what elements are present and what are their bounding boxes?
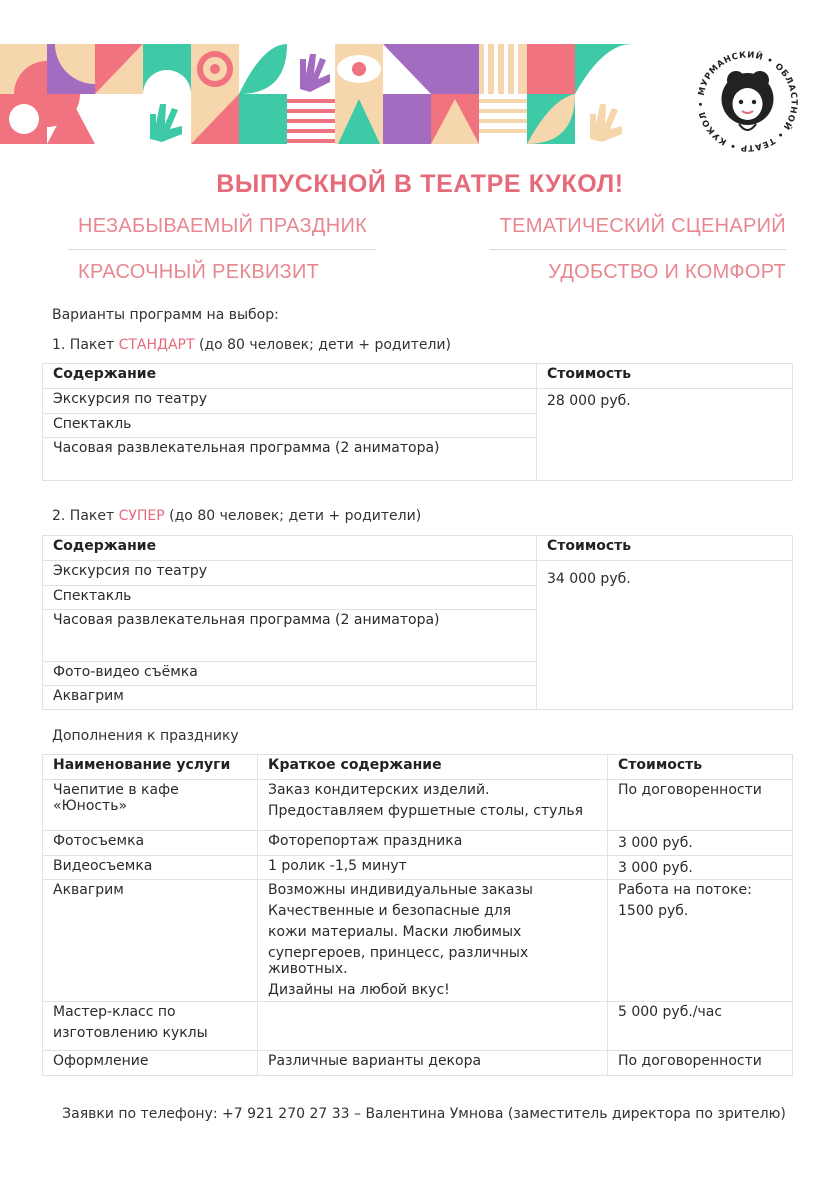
service-price: Работа на потоке: 1500 руб.	[608, 880, 793, 1002]
feature-divider-left	[68, 249, 376, 250]
extras-col-name: Наименование услуги	[43, 755, 258, 780]
package2-prefix: 2. Пакет	[52, 508, 119, 524]
package1-name: СТАНДАРТ	[118, 337, 195, 353]
feature-props: КРАСОЧНЫЙ РЕКВИЗИТ	[78, 261, 320, 283]
service-price: По договоренности	[608, 780, 793, 831]
extras-col-desc: Краткое содержание	[258, 755, 608, 780]
service-name: Фотосъемка	[43, 831, 258, 856]
service-desc: Фоторепортаж праздника	[258, 831, 608, 856]
package1-item: Часовая развлекательная программа (2 аниматора)	[43, 438, 537, 481]
extras-table	[42, 754, 793, 1076]
package1-price: 28 000 руб.	[537, 389, 793, 481]
table-row	[43, 780, 793, 831]
package2-name: СУПЕР	[118, 508, 165, 524]
package2-heading	[52, 508, 421, 524]
package1-heading	[52, 337, 451, 353]
package2-item: Спектакль	[43, 586, 537, 610]
service-name: Видеосъемка	[43, 856, 258, 880]
package2-suffix: (до 80 человек; дети + родители)	[164, 508, 422, 524]
service-price: 3 000 руб.	[608, 856, 793, 880]
table-row	[43, 880, 793, 1002]
package2-item: Экскурсия по театру	[43, 561, 537, 586]
package2-item: Фото-видео съёмка	[43, 662, 537, 686]
package1-col-content: Содержание	[43, 364, 537, 389]
package1-table	[42, 363, 793, 481]
feature-divider-right	[490, 249, 786, 250]
package1-suffix: (до 80 человек; дети + родители)	[194, 337, 451, 353]
service-name: Чаепитие в кафе «Юность»	[43, 780, 258, 831]
contact-footer: Заявки по телефону: +7 921 270 27 33 – Валентина Умнова (заместитель директора по зрителю)	[62, 1106, 786, 1122]
package1-col-price: Стоимость	[537, 364, 793, 389]
package2-table	[42, 535, 793, 710]
extras-heading: Дополнения к празднику	[52, 728, 239, 744]
package1-prefix: 1. Пакет	[52, 337, 119, 353]
service-price: По договоренности	[608, 1051, 793, 1076]
service-price: 3 000 руб.	[608, 831, 793, 856]
feature-comfort: УДОБСТВО И КОМФОРТ	[548, 261, 786, 283]
service-desc: Возможны индивидуальные заказы Качественные и безопасные для кожи материалы. Маски любимых супергероев, принцесс, различных животных. Дизайны на любой вкус!	[258, 880, 608, 1002]
service-price: 5 000 руб./час	[608, 1002, 793, 1051]
package1-item: Спектакль	[43, 414, 537, 438]
extras-col-price: Стоимость	[608, 755, 793, 780]
service-desc	[258, 1002, 608, 1051]
package2-item: Аквагрим	[43, 686, 537, 710]
svg-text:МУРМАНСКИЙ • ОБЛАСТНОЙ • ТЕАТР: МУРМАНСКИЙ • ОБЛАСТНОЙ • ТЕАТР • КУКОЛ •	[696, 50, 799, 153]
service-name: Мастер-класс по изготовлению куклы	[43, 1002, 258, 1051]
programs-intro: Варианты программ на выбор:	[52, 307, 279, 323]
feature-unforgettable: НЕЗАБЫВАЕМЫЙ ПРАЗДНИК	[78, 215, 368, 237]
service-name: Оформление	[43, 1051, 258, 1076]
service-desc: Различные варианты декора	[258, 1051, 608, 1076]
service-name: Аквагрим	[43, 880, 258, 1002]
table-row	[43, 1002, 793, 1051]
package1-item: Экскурсия по театру	[43, 389, 537, 414]
package2-price: 34 000 руб.	[537, 561, 793, 710]
package2-col-content: Содержание	[43, 536, 537, 561]
theatre-logo	[690, 44, 805, 159]
page-title: ВЫПУСКНОЙ В ТЕАТРЕ КУКОЛ!	[216, 170, 624, 198]
table-row	[43, 1051, 793, 1076]
package2-item: Часовая развлекательная программа (2 аниматора)	[43, 610, 537, 662]
feature-scenario: ТЕМАТИЧЕСКИЙ СЦЕНАРИЙ	[499, 215, 786, 237]
service-desc: Заказ кондитерских изделий. Предоставляем фуршетные столы, стулья	[258, 780, 608, 831]
decorative-banner	[0, 44, 632, 144]
table-row	[43, 831, 793, 856]
package2-col-price: Стоимость	[537, 536, 793, 561]
service-desc: 1 ролик -1,5 минут	[258, 856, 608, 880]
table-row	[43, 856, 793, 880]
